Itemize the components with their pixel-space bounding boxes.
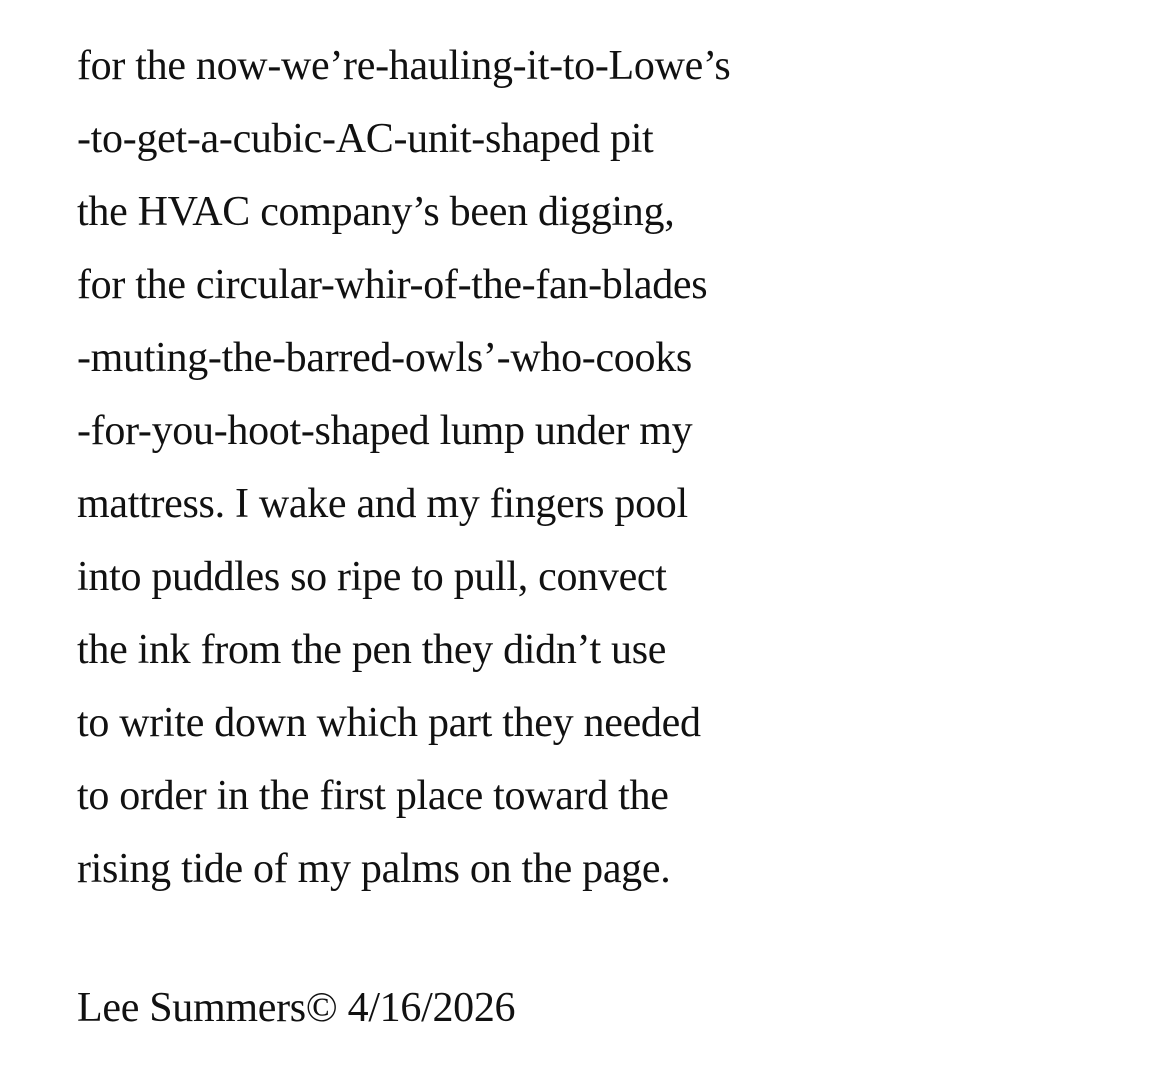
poem-line: to order in the first place toward the xyxy=(77,773,669,819)
author-signature: Lee Summers© 4/16/2026 xyxy=(77,985,516,1031)
poem-line: rising tide of my palms on the page. xyxy=(77,846,671,892)
poem-line: -to-get-a-cubic-AC-unit-shaped pit xyxy=(77,116,654,162)
poem-line: for the now-we’re-hauling-it-to-Lowe’s xyxy=(77,43,731,89)
poem-line: mattress. I wake and my fingers pool xyxy=(77,481,688,527)
poem-line: -muting-the-barred-owls’-who-cooks xyxy=(77,335,692,381)
poem-line: into puddles so ripe to pull, convect xyxy=(77,554,667,600)
poem-line: for the circular-whir-of-the-fan-blades xyxy=(77,262,708,308)
poem-line: the ink from the pen they didn’t use xyxy=(77,627,667,673)
poem-line: -for-you-hoot-shaped lump under my xyxy=(77,408,693,454)
poem-body xyxy=(77,30,730,906)
poem-line: the HVAC company’s been digging, xyxy=(77,189,675,235)
poem-line: to write down which part they needed xyxy=(77,700,701,746)
